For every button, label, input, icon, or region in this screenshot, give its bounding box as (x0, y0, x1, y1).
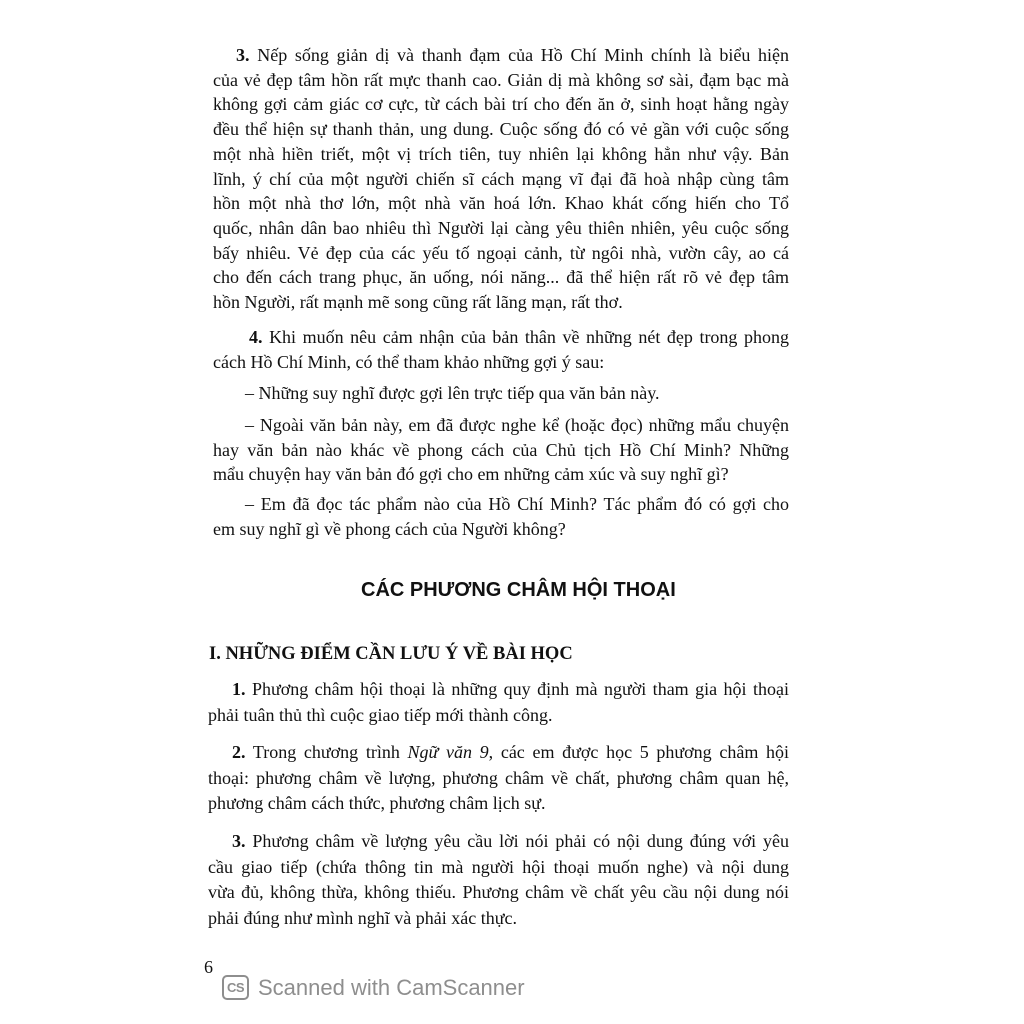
text-line (213, 325, 789, 350)
point-number: 1. (232, 679, 246, 699)
camscanner-logo-icon: CS (222, 975, 249, 1000)
text-line: của vẻ đẹp tâm hồn rất mực thanh cao. Giản dị mà không sơ sài, đạm bạc mà (213, 69, 789, 90)
text-line: cho đến cách trang phục, ăn uống, nói năng... đã thể hiện rất rõ vẻ đẹp tâm (213, 267, 789, 288)
text-line (213, 43, 789, 68)
line-text: Phương châm hội thoại là những quy định mà người tham gia hội thoại (251, 679, 789, 699)
page-number: 6 (204, 957, 213, 977)
text-line: mẩu chuyện hay văn bản đó gợi cho em những cảm xúc và suy nghĩ gì? (213, 464, 729, 485)
text-line (208, 740, 789, 766)
text-line: lĩnh, ý chí của một người chiến sĩ cách mạng vĩ đại đã hoà nhập cùng tâm (213, 168, 789, 189)
text-line: phương châm cách thức, phương châm lịch sự. (208, 793, 546, 814)
text-line: quốc, nhân dân bao nhiêu thì Người lại càng yêu thiên nhiên, yêu cuộc sống (213, 217, 789, 238)
text-line (208, 829, 789, 855)
text-line: phải đúng như mình nghĩ và phải xác thực. (208, 908, 517, 929)
lesson-point (208, 829, 789, 932)
point-number: 2. (232, 742, 246, 762)
text-line: – Những suy nghĩ được gợi lên trực tiếp qua văn bản này. (245, 383, 660, 403)
paragraph (213, 325, 789, 374)
book-title-italic: Ngữ văn 9 (407, 742, 489, 762)
suggestion-item (213, 381, 789, 406)
line-text: Khi muốn nêu cảm nhận của bản thân về những nét đẹp trong phong (269, 327, 789, 347)
text-line: cách Hồ Chí Minh, có thể tham khảo những gợi ý sau: (213, 351, 605, 372)
line-text: , các em được học 5 phương châm hội (488, 742, 789, 762)
text-line: em suy nghĩ gì về phong cách của Người không? (213, 518, 566, 539)
point-number: 3. (232, 831, 246, 851)
text-line: hồn Người, rất mạnh mẽ song cũng rất lãng mạn, rất thơ. (213, 292, 623, 313)
text-line: một nhà hiền triết, một vị trích tiên, tuy nhiên lại không hẳn như vậy. Bản (213, 143, 789, 164)
paragraph (213, 43, 789, 315)
lesson-title: CÁC PHƯƠNG CHÂM HỘI THOẠI (361, 579, 676, 601)
lesson-point (208, 677, 789, 728)
lesson-point (208, 740, 789, 817)
text-line: không gợi cảm giác cơ cực, từ cách bài trí cho đến ăn ở, sinh hoạt hằng ngày (213, 94, 789, 115)
paragraph-number: 4. (249, 327, 263, 347)
text-line: đều thể hiện sự thanh thản, ung dung. Cuộc sống đó có vẻ gần với cuộc sống (213, 119, 789, 140)
text-line: phải tuân thủ thì cuộc giao tiếp mới thành công. (208, 704, 553, 725)
text-line: – Ngoài văn bản này, em đã được nghe kể (hoặc đọc) những mẩu chuyện (245, 415, 789, 435)
text-line: – Em đã đọc tác phẩm nào của Hồ Chí Minh? Tác phẩm đó có gợi cho (245, 494, 789, 514)
line-text: Phương châm về lượng yêu cầu lời nói phải có nội dung đúng với yêu (252, 831, 790, 851)
text-line: hay văn bản nào khác về phong cách của Chủ tịch Hồ Chí Minh? Những (213, 439, 789, 460)
text-line: vừa đủ, không thừa, không thiếu. Phương châm về chất yêu cầu nội dung nói (208, 882, 789, 903)
text-line: cầu giao tiếp (chứa thông tin mà người hội thoại muốn nghe) và nội dung (208, 856, 789, 877)
line-text: Trong chương trình (252, 742, 400, 762)
text-line: hồn một nhà thơ lớn, một nhà văn hoá lớn. Khao khát cống hiến cho Tổ (213, 193, 789, 214)
paragraph-number: 3. (236, 45, 250, 65)
suggestion-item (213, 492, 789, 541)
watermark-text: Scanned with CamScanner (258, 975, 525, 1000)
text-line (208, 677, 789, 703)
line-text: Nếp sống giản dị và thanh đạm của Hồ Chí Minh chính là biểu hiện (257, 45, 790, 65)
suggestion-item (213, 413, 789, 487)
section-heading: I. NHỮNG ĐIỂM CẦN LƯU Ý VỀ BÀI HỌC (209, 644, 573, 664)
text-line: bấy nhiêu. Vẻ đẹp của các yếu tố ngoại cảnh, từ ngôi nhà, vườn cây, ao cá (213, 242, 789, 263)
text-line: thoại: phương châm về lượng, phương châm về chất, phương châm quan hệ, (208, 767, 789, 788)
